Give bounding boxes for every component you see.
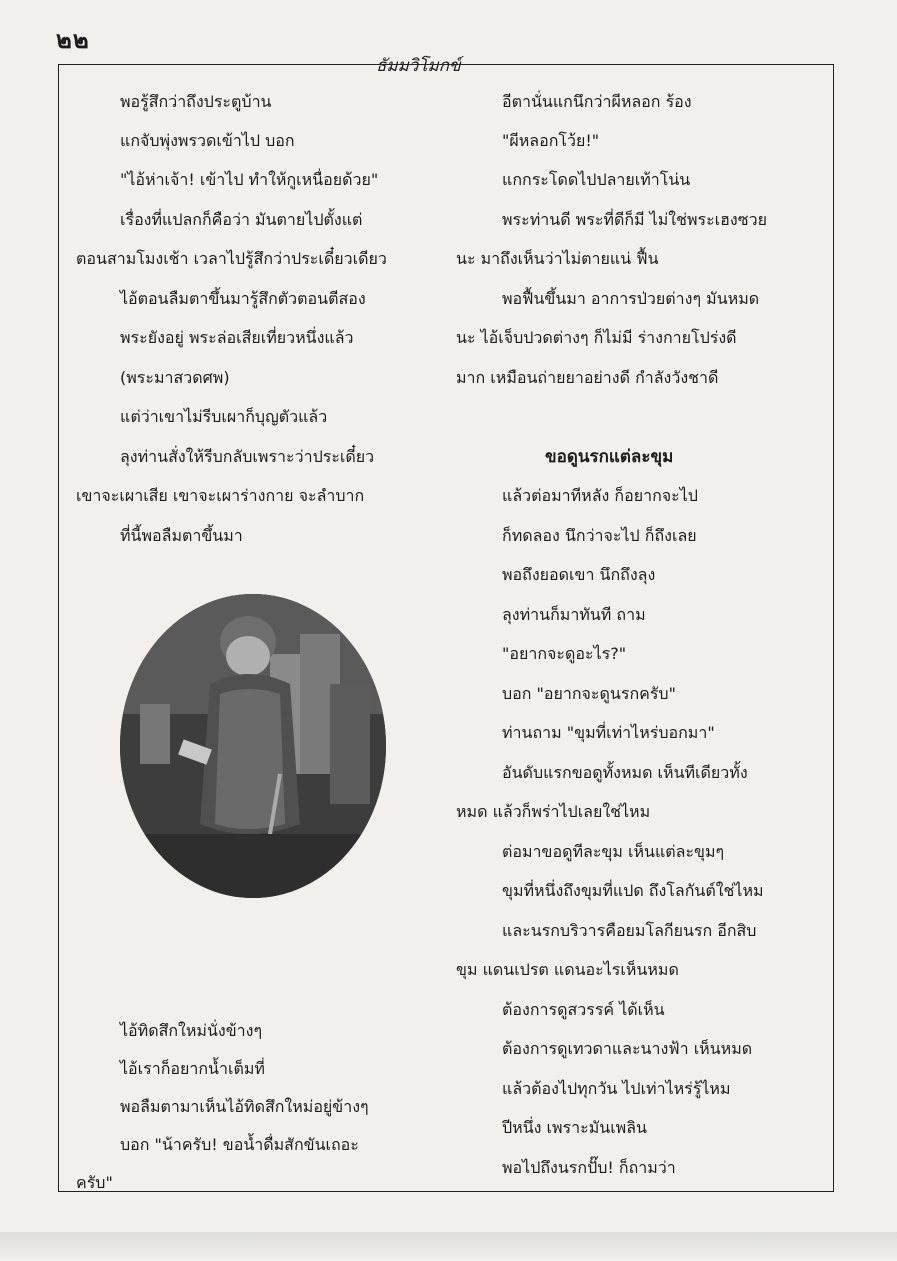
left-line: ครับ" xyxy=(76,1173,113,1192)
left-line: เขาจะเผาเสีย เขาจะเผาร่างกาย จะลำบาก xyxy=(76,486,365,505)
monk-photo xyxy=(120,594,386,898)
right-line: หมด แล้วก็พร่าไปเลยใช่ไหม xyxy=(456,802,651,821)
right-line: แล้วต่อมาทีหลัง ก็อยากจะไป xyxy=(502,486,698,505)
right-line: "อยากจะดูอะไร?" xyxy=(502,644,627,663)
right-line: ต่อมาขอดูทีละขุม เห็นแต่ละขุมๆ xyxy=(502,842,725,861)
scan-bottom-shadow xyxy=(0,1232,897,1261)
right-line: นะ มาถึงเห็นว่าไม่ตายแน่ ฟื้น xyxy=(456,249,659,268)
right-line: มาก เหมือนถ่ายยาอย่างดี กำลังวังชาดี xyxy=(456,368,719,387)
right-line: พระท่านดี พระที่ดีก็มี ไม่ใช่พระเฮงซวย xyxy=(502,210,767,229)
right-line: พอฟื้นขึ้นมา อาการป่วยต่างๆ มันหมด xyxy=(502,289,760,308)
left-line: พอรู้สึกว่าถึงประตูบ้าน xyxy=(120,92,272,111)
monk-photo-image xyxy=(120,594,386,898)
left-line: ตอนสามโมงเช้า เวลาไปรู้สึกว่าประเดี๋ยวเดียว xyxy=(76,249,387,268)
right-line: นะ ไอ้เจ็บปวดต่างๆ ก็ไม่มี ร่างกายโปร่งดี xyxy=(456,328,737,347)
page-number: ๒๒ xyxy=(56,26,90,54)
left-line: ไอ้ทิดสึกใหม่นั่งข้างๆ xyxy=(120,1021,263,1040)
left-line: แกจับพุ่งพรวดเข้าไป บอก xyxy=(120,131,295,150)
left-line: พระยังอยู่ พระล่อเสียเที่ยวหนึ่งแล้ว xyxy=(120,328,354,347)
right-line: ต้องการดูเทวดาและนางฟ้า เห็นหมด xyxy=(502,1039,753,1058)
right-line: และนรกบริวารคือยมโลกียนรก อีกสิบ xyxy=(502,921,757,940)
right-line: อันดับแรกขอดูทั้งหมด เห็นทีเดียวทั้ง xyxy=(502,763,748,782)
right-line: พอไปถึงนรกปั๊บ! ก็ถามว่า xyxy=(502,1158,676,1177)
left-line: บอก "น้าครับ! ขอน้ำดื่มสักขันเถอะ xyxy=(120,1135,359,1154)
right-line: อีตานั่นแกนึกว่าผีหลอก ร้อง xyxy=(502,92,692,111)
right-line: พอถึงยอดเขา นึกถึงลุง xyxy=(502,565,656,584)
right-line: ท่านถาม "ขุมที่เท่าไหร่บอกมา" xyxy=(502,723,715,742)
left-line: พอลืมตามาเห็นไอ้ทิดสึกใหม่อยู่ข้างๆ xyxy=(120,1097,369,1116)
left-line: ไอ้เราก็อยากน้ำเต็มที่ xyxy=(120,1059,265,1078)
right-line: ลุงท่านก็มาทันที ถาม xyxy=(502,605,646,624)
right-line: แกกระโดดไปปลายเท้าโน่น xyxy=(502,170,691,189)
right-line: แล้วต้องไปทุกวัน ไปเท่าไหร่รู้ไหม xyxy=(502,1079,731,1098)
section-title: ขอดูนรกแต่ละขุม xyxy=(545,447,674,467)
left-line: ไอ้ตอนลืมตาขึ้นมารู้สึกตัวตอนตีสอง xyxy=(120,289,366,308)
right-line: ก็ทดลอง นึกว่าจะไป ก็ถึงเลย xyxy=(502,526,697,545)
right-line: บอก "อยากจะดูนรกครับ" xyxy=(502,684,676,703)
running-header-title: ธัมมวิโมกข์ xyxy=(372,52,465,79)
left-line: เรื่องที่แปลกก็คือว่า มันตายไปตั้งแต่ xyxy=(120,210,363,229)
left-line: ที่นี้พอลืมตาขึ้นมา xyxy=(120,526,243,545)
left-line: "ไอ้ห่าเจ้า! เข้าไป ทำให้กูเหนื่อยด้วย" xyxy=(120,170,379,189)
right-line: ขุม แดนเปรต แดนอะไรเห็นหมด xyxy=(456,960,679,979)
right-line: ต้องการดูสวรรค์ ได้เห็น xyxy=(502,1000,665,1019)
left-line: แต่ว่าเขาไม่รีบเผาก็บุญตัวแล้ว xyxy=(120,407,328,426)
right-line: ขุมที่หนึ่งถึงขุมที่แปด ถึงโลกันต์ใช่ไหม xyxy=(502,881,764,900)
right-line: ปีหนึ่ง เพราะมันเพลิน xyxy=(502,1118,647,1137)
left-line: (พระมาสวดศพ) xyxy=(120,368,230,387)
left-line: ลุงท่านสั่งให้รีบกลับเพราะว่าประเดี๋ยว xyxy=(120,447,375,466)
right-line: "ผีหลอกโว้ย!" xyxy=(502,131,600,150)
